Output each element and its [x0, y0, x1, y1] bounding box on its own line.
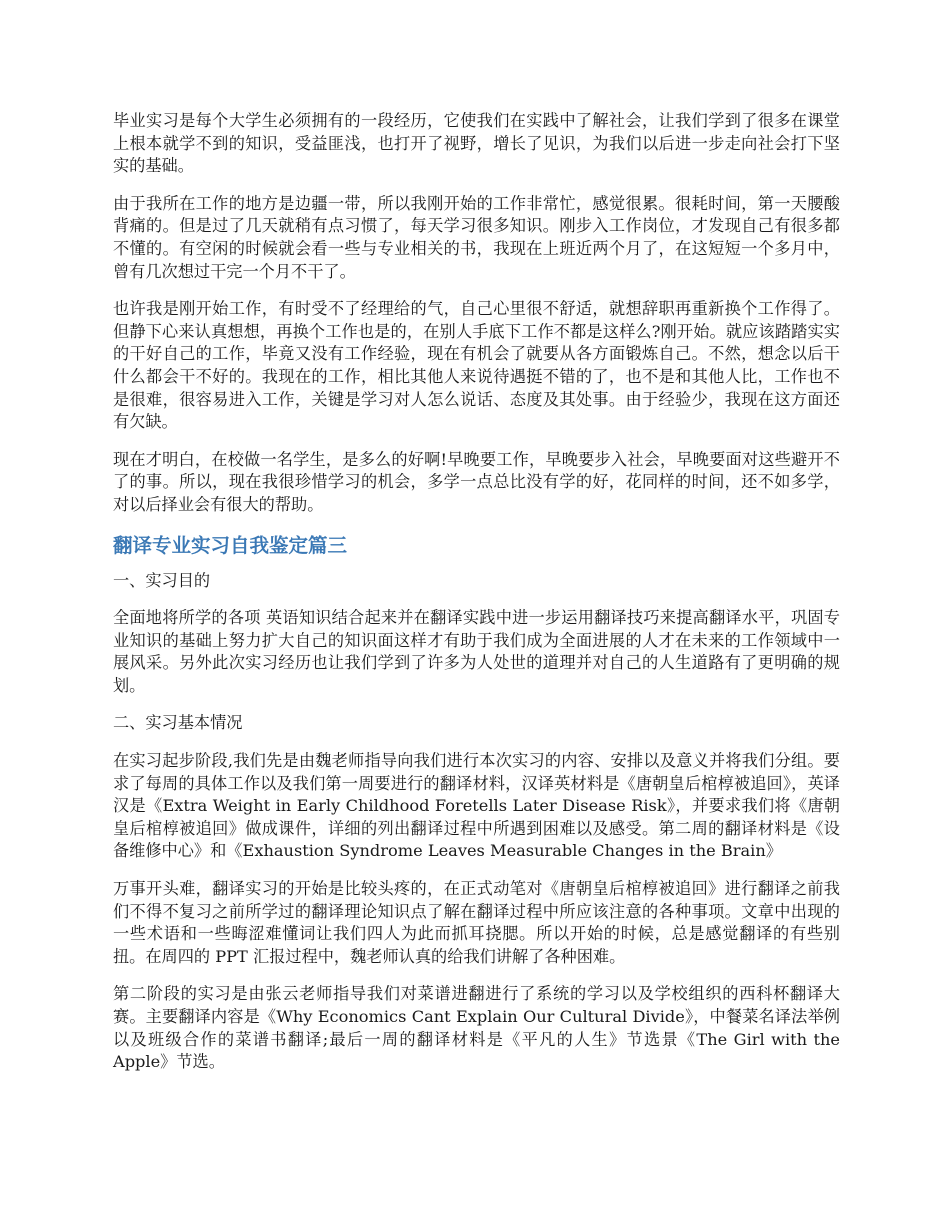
purpose-paragraph: 全面地将所学的各项 英语知识结合起来并在翻译实践中进一步运用翻译技巧来提高翻译水平，巩固专业知识的基础上努力扩大自己的知识面这样才有助于我们成为全面进展的人才在未来的工作领域中一展风采。另外此次实习经历也让我们学到了许多为人处世的道理并对自己的人生道路有了更明确的规划。 [113, 608, 840, 695]
subheading-basic-info: 二、实习基本情况 [113, 713, 243, 733]
section-title: 翻译专业实习自我鉴定篇三 [113, 533, 348, 557]
intro-paragraph-2: 由于我所在工作的地方是边疆一带，所以我刚开始的工作非常忙，感觉很累。很耗时间，第一天腰酸背痛的。但是过了几天就稍有点习惯了，每天学习很多知识。刚步入工作岗位，才发现自己有很多都不懂的。有空闲的时候就会看一些与专业相关的书，我现在上班近两个月了，在这短短一个多月中，曾有几次想过干完一个月不干了。 [113, 193, 840, 281]
intro-paragraph-4: 现在才明白，在校做一名学生，是多么的好啊!早晚要工作，早晚要步入社会，早晚要面对这些避开不了的事。所以，现在我很珍惜学习的机会，多学一点总比没有学的好，花同样的时间，还不如多学，对以后择业会有很大的帮助。 [113, 449, 840, 514]
basic-info-paragraph-1: 在实习起步阶段,我们先是由魏老师指导向我们进行本次实习的内容、安排以及意义并将我们分组。要求了每周的具体工作以及我们第一周要进行的翻译材料，汉译英材料是《唐朝皇后棺椁被追回》，英译汉是《Extra Weight in Early Childhood Foretells Later Disease Risk》，并要求我们将《唐朝皇后棺椁被追回》做成课件，详细的列出翻译过程中所遇到困难以及感受。第二周的翻译材料是《设备维修中心》和《Exhaustion Syndrome Leaves Measurable Changes in the Brain》 [113, 751, 840, 861]
document-page [113, 110, 840, 1089]
intro-paragraph-1: 毕业实习是每个大学生必须拥有的一段经历，它使我们在实践中了解社会，让我们学到了很多在课堂上根本就学不到的知识，受益匪浅，也打开了视野，增长了见识，为我们以后进一步走向社会打下坚实的基础。 [113, 111, 840, 176]
intro-paragraph-3: 也许我是刚开始工作，有时受不了经理给的气，自己心里很不舒适，就想辞职再重新换个工作得了。但静下心来认真想想，再换个工作也是的，在别人手底下工作不都是这样么?刚开始。就应该踏踏实实的干好自己的工作，毕竟又没有工作经验，现在有机会了就要从各方面锻炼自己。不然，想念以后干什么都会干不好的。我现在的工作，相比其他人来说待遇挺不错的了，也不是和其他人比，工作也不是很难，很容易进入工作，关键是学习对人怎么说话、态度及其处事。由于经验少，我现在这方面还有欠缺。 [113, 299, 840, 432]
basic-info-paragraph-3: 第二阶段的实习是由张云老师指导我们对菜谱进翻进行了系统的学习以及学校组织的西科杯翻译大赛。主要翻译内容是《Why Economics Cant Explain Our Cultural Divide》，中餐菜名译法举例以及班级合作的菜谱书翻译;最后一周的翻译材料是《平凡的人生》节选景《The Girl with the Apple》节选。 [113, 984, 840, 1072]
basic-info-paragraph-2: 万事开头难，翻译实习的开始是比较头疼的，在正式动笔对《唐朝皇后棺椁被追回》进行翻译之前我们不得不复习之前所学过的翻译理论知识点了解在翻译过程中所应该注意的各种事项。文章中出现的一些术语和一些晦涩难懂词让我们四人为此而抓耳挠腮。所以开始的时候，总是感觉翻译的有些别扭。在周四的 PPT 汇报过程中，魏老师认真的给我们讲解了各种困难。 [113, 879, 840, 966]
subheading-purpose: 一、实习目的 [113, 570, 211, 590]
